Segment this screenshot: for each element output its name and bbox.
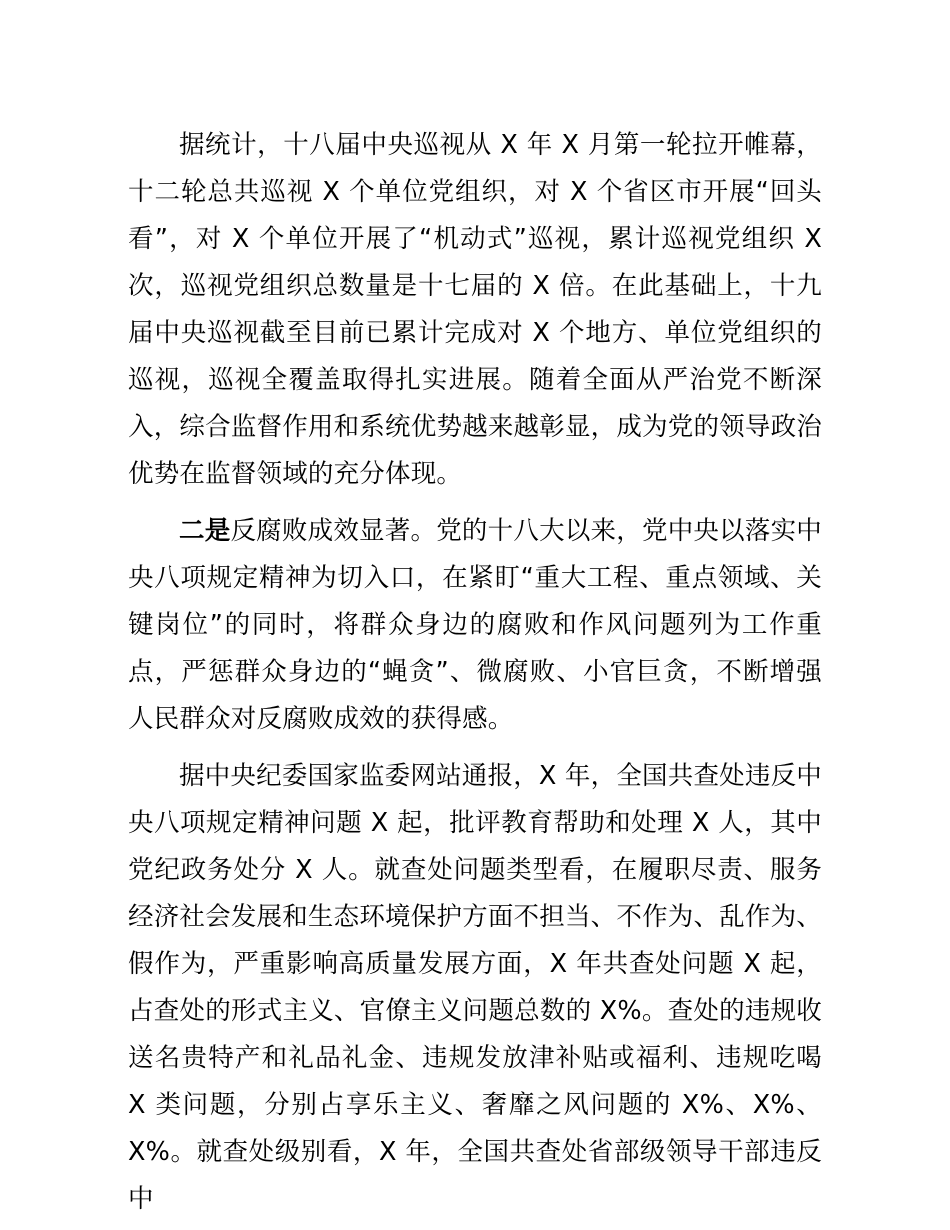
paragraph-3 (128, 753, 822, 1223)
document-body (128, 122, 822, 1223)
paragraph-2-text: 反腐败成效显著。党的十八大以来，党中央以落实中央八项规定精神为切入口，在紧盯“重大工程、重点领域、关键岗位”的同时，将群众身边的腐败和作风问题列为工作重点，严惩群众身边的“蝇贪”、微腐败、小官巨贪，不断增强人民群众对反腐败成效的获得感。 (128, 516, 822, 734)
paragraph-1 (128, 122, 822, 498)
paragraph-3-text: 据中央纪委国家监委网站通报，X 年，全国共查处违反中央八项规定精神问题 X 起，批评教育帮助和处理 X 人，其中党纪政务处分 X 人。就查处问题类型看，在履职尽责、服务经济社会发展和生态环境保护方面不担当、不作为、乱作为、假作为，严重影响高质量发展方面，X 年共查处问题 X 起，占查处的形式主义、官僚主义问题总数的 X%。查处的违规收送名贵特产和礼品礼金、违规发放津补贴或福利、违规吃喝 X 类问题，分别占享乐主义、奢靡之风问题的 X%、X%、X%。就查处级别看，X 年，全国共查处省部级领导干部违反中 (128, 761, 822, 1214)
paragraph-1-text: 据统计，十八届中央巡视从 X 年 X 月第一轮拉开帷幕，十二轮总共巡视 X 个单位党组织，对 X 个省区市开展“回头看”，对 X 个单位开展了“机动式”巡视，累计巡视党组织 X 次，巡视党组织总数量是十七届的 X 倍。在此基础上，十九届中央巡视截至目前已累计完成对 X 个地方、单位党组织的巡视，巡视全覆盖取得扎实进展。随着全面从严治党不断深入，综合监督作用和系统优势越来越彰显，成为党的领导政治优势在监督领域的充分体现。 (128, 130, 822, 489)
paragraph-2-lead: 二是 (179, 516, 231, 546)
paragraph-2 (128, 508, 822, 743)
